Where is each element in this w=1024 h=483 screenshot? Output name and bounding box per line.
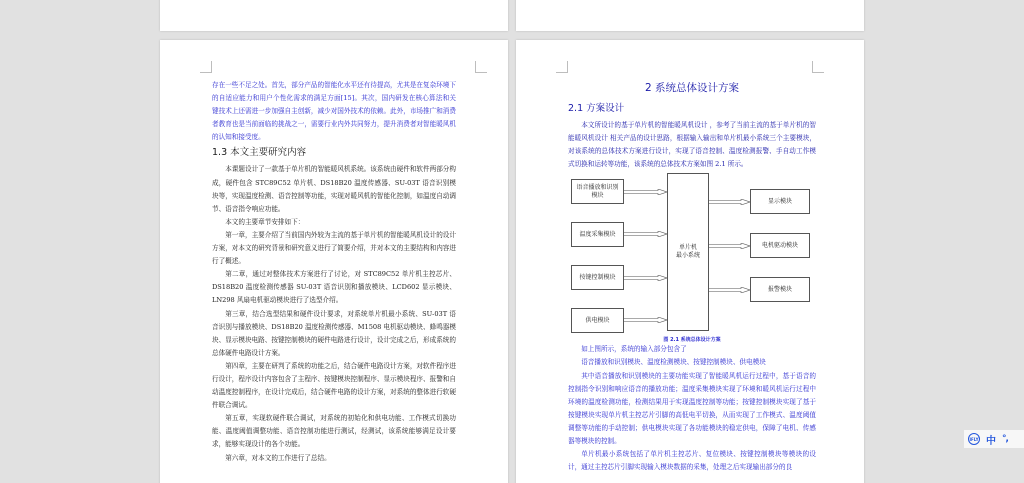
diagram-block-mcu (667, 173, 709, 331)
body-paragraph: 本文的主要章节安排如下： (225, 217, 305, 226)
body-paragraph: 单片机最小系统包括了单片机主控芯片、复位模块、按键控制模块等模块的设计，通过主控芯片引脚实现输入模块数据的采集，处理之后实现输出部分的良 (568, 450, 816, 472)
previous-page-left (160, 0, 508, 31)
arrow-icon (624, 275, 667, 280)
arrow-icon (709, 287, 750, 292)
margin-marker-top-left (200, 61, 212, 73)
document-page-right (516, 40, 864, 483)
section-heading: 2.1 方案设计 (568, 103, 625, 114)
body-paragraph: 第二章，通过对整体技术方案进行了讨论，对 STC89C52 单片机主控芯片、DS18B20 温度检测传感器 SU-03T 语音识别和播放模块、LCD602 显示模块、LN298 风扇电机驱动模块进行了选型介绍。 (212, 270, 456, 305)
diagram-block-motor-driver: 电机驱动模块 (750, 233, 810, 258)
arrow-icon (709, 199, 750, 204)
arrow-icon (624, 189, 667, 194)
margin-marker-top-right (475, 61, 487, 73)
arrow-icon (624, 231, 667, 236)
margin-marker-top-right (812, 61, 824, 73)
body-paragraph: 存在一些不足之处。首先，部分产品的智能化水平还有待提高，尤其是在复杂环境下的自适应能力和用户个性化需求的满足方面[15]。其次，国内研发在核心算法和关键技术上还需进一步加强自主创新，减少对国外技术的依赖。此外，市场推广和消费者教育也是当前面临的挑战之一，需要行业内外共同努力，提升消费者对智能暖风机的认知和接受度。 (212, 81, 456, 142)
section-heading: 1.3 本文主要研究内容 (212, 147, 307, 159)
previous-page-right (516, 0, 864, 31)
diagram-block-temperature: 温度采集模块 (571, 222, 624, 247)
diagram-block-power: 供电模块 (571, 308, 624, 333)
body-paragraph: 第五章，实现软硬件联合调试，对系统的初始化和供电功能、工作模式切换功能、温度阈值调整功能、语音控制功能进行测试，经测试，该系统能够满足设计要求，能够实现设计的各个功能。 (212, 414, 456, 449)
diagram-block-keys: 按键控制模块 (571, 265, 624, 290)
body-paragraph: 如上图所示，系统的输入部分包含了 (581, 345, 687, 354)
body-paragraph: 第四章，主要在研判了系统的功能之后，结合硬件电路设计方案，对软件程序进行设计，程序设计内容包含了主程序、按键模块控制程序、显示模块程序、报警和自动温度控制程序，在设计完成后，结合硬件电路的设计方案，对系统的整体进行软硬件联合调试。 (212, 361, 456, 410)
margin-marker-top-left (556, 61, 568, 73)
body-paragraph: 第三章，结合选型结果和硬件设计要求，对系统单片机最小系统、SU-03T 语音识别与播放模块、DS18B20 温度检测传感器、M1508 电机驱动模块、蜂鸣器模块、显示模块电路、按键控制模块的硬件电路进行设计，设计完成之后，形成系统的总体硬件电路设计方案。 (212, 309, 456, 357)
arrow-icon (709, 243, 750, 248)
diagram-block-display: 显示模块 (750, 189, 810, 214)
ime-toolbar[interactable] (964, 430, 1024, 448)
body-paragraph: 第一章，主要介绍了当前国内外较为主流的基于单片机的智能暖风机设计的设计方案，对本文的研究背景和研究意义进行了简要介绍，并对本文的主要结构和内容进行了概述。 (212, 230, 456, 266)
body-paragraph: 语音播放和识别模块、温度检测模块、按键控制模块、供电模块 (581, 358, 766, 367)
diagram-block-alarm: 报警模块 (750, 277, 810, 302)
mcu-label-line-1: 单片机 (678, 244, 697, 252)
body-paragraph: 其中语音播放和识别模块的主要功能实现了智能暖风机运行过程中，基于语音的控制指令识别和响应语音的播放功能；温度采集模块实现了环境和暖风机运行过程中环境的温度检测功能，检测结果用于实现温度控制等功能；按键控制模块实现了基于按键模块实现单片机主控芯片引脚的高低电平切换，从而实现了工作模式、温度阈值调整等功能的手动控制；供电模块实现了各功能模块的稳定供电，保障了电机、传感器等模块的控制。 (568, 371, 816, 446)
body-paragraph: 第六章，对本文的工作进行了总结。 (225, 453, 331, 462)
figure-caption: 图 2.1 系统总体设计方案 (663, 337, 721, 344)
ime-punctuation-toggle[interactable]: °, (1002, 434, 1008, 444)
page-content (212, 79, 456, 465)
mcu-label-line-2: 最小系统 (675, 252, 700, 260)
ime-logo-icon[interactable]: IFLY (968, 433, 980, 445)
diagram-block-voice: 语音播放和识别模块 (571, 179, 624, 204)
arrow-icon (624, 317, 667, 322)
page-content (568, 80, 816, 474)
system-block-diagram (568, 173, 816, 343)
body-paragraph: 本课题设计了一款基于单片机的智能暖风机系统。该系统由硬件和软件两部分构成，硬件包含 STC89C52 单片机、DS18B20 温度传感器、SU-03T 语音识别模块等，实现温度检测、语音控制等功能，实现对暖风机的智能化控制，如温度自动调节、语音指令响应功能。 (212, 165, 456, 213)
chapter-heading: 2 系统总体设计方案 (644, 82, 740, 94)
body-paragraph: 本文所设计的基于单片机的智能暖风机设计 ，参考了当前主流的基于单片机的智能暖风机设计 相关产品的设计思路，根据输入输出和单片机最小系统三个主要模块，对该系统的总体技术方案进行设计，实现了语音控制、温度检测报警、手自动工作模式切换和运转等功能，该系统的总体技术方案如图 2.1 所示。 (568, 121, 816, 169)
document-page-left (160, 40, 508, 483)
ime-language-toggle[interactable]: 中 (986, 435, 996, 447)
